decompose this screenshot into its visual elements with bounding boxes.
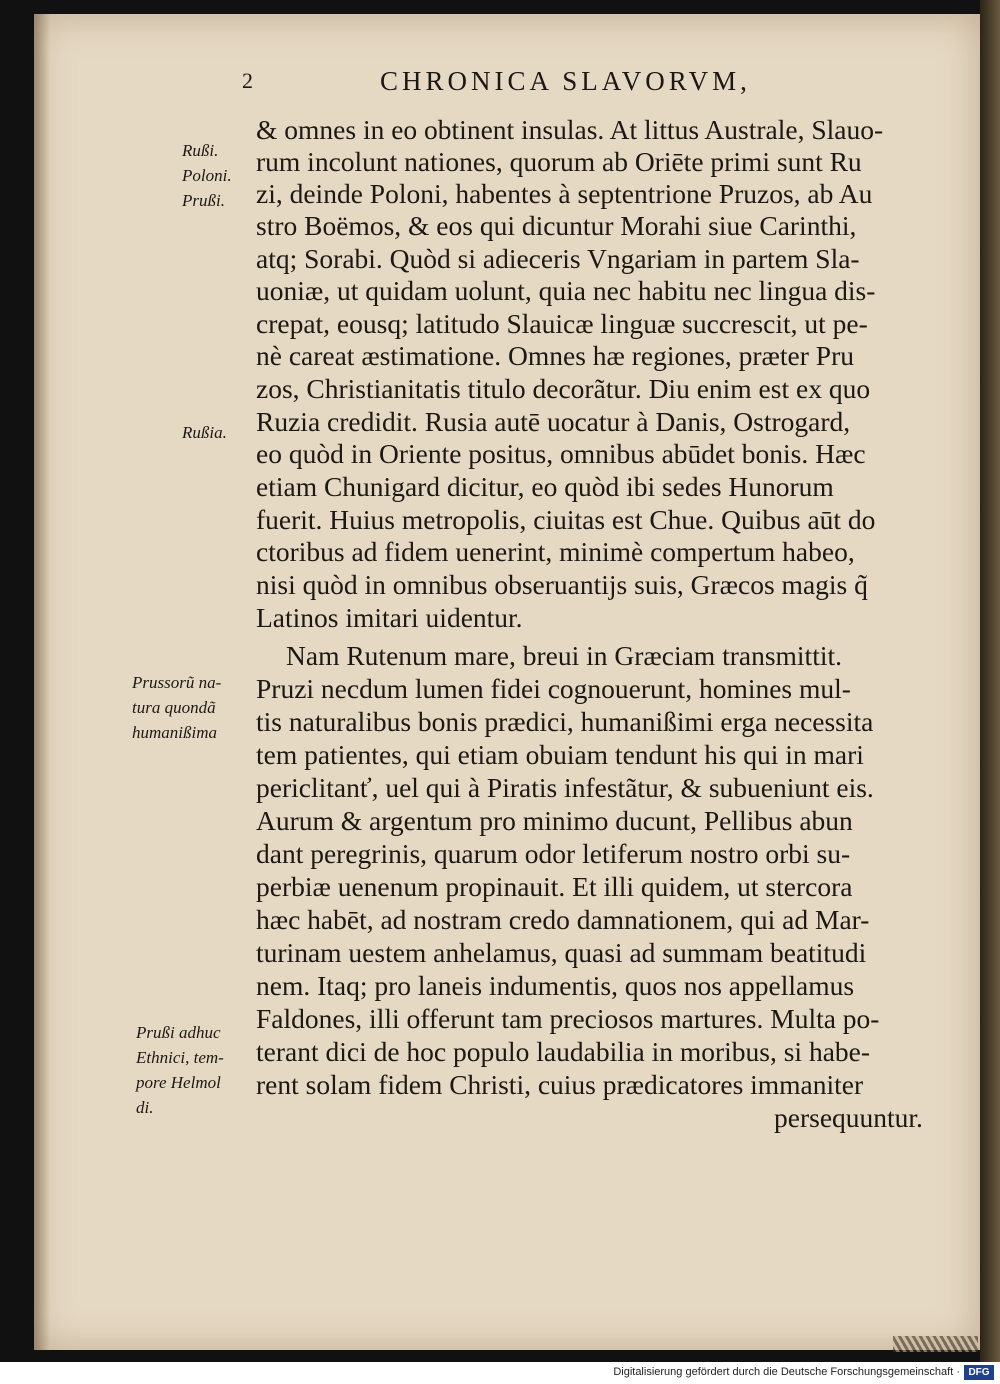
margin-note	[132, 674, 221, 741]
text-line: atq; Sorabi. Quòd si adieceris Vngariam in partem Sla-	[256, 243, 860, 274]
margin-note-line: Rußia.	[182, 423, 227, 442]
text-line: Aurum & argentum pro minimo ducunt, Pellibus abun	[256, 805, 853, 836]
text-line: rum incolunt nationes, quorum ab Oriēte primi sunt Ru	[256, 146, 862, 177]
text-line: periclitanť, uel qui à Piratis infestãtur, & subueniunt eis.	[256, 772, 874, 803]
text-line: zos, Christianitatis titulo decorãtur. Diu enim est ex quo	[256, 373, 871, 404]
text-line: nè careat æstimatione. Omnes hæ regiones, præter Pru	[256, 340, 854, 371]
book-edge	[980, 0, 1000, 1362]
text-line: eo quòd in Oriente positus, omnibus abūdet bonis. Hæc	[256, 438, 866, 469]
text-line: crepat, eousq; latitudo Slauicæ linguæ succrescit, ut pe-	[256, 308, 868, 339]
margin-note	[136, 1024, 224, 1116]
text-line: nem. Itaq; pro laneis indumentis, quos nos appellamus	[256, 970, 855, 1001]
binding-shadow	[34, 14, 50, 1350]
margin-note	[182, 142, 232, 209]
text-line: ctoribus ad fidem uenerint, minimè compertum habeo,	[256, 536, 855, 567]
text-line: nisi quòd in omnibus obseruantijs suis, Græcos magis q̃	[256, 569, 868, 600]
text-line: perbiæ uenenum propinauit. Et illi quidem, ut stercora	[256, 871, 853, 902]
margin-note-line: Prußi.	[182, 191, 225, 210]
margin-note-line: Ethnici, tem-	[136, 1048, 224, 1067]
text-line: Latinos imitari uidentur.	[256, 602, 523, 633]
text-line: turinam uestem anhelamus, quasi ad summam beatitudi	[256, 937, 867, 968]
text-line: Pruzi necdum lumen fidei cognouerunt, homines mul-	[256, 673, 851, 704]
margin-note-line: humanißima	[132, 723, 217, 742]
text-line: fuerit. Huius metropolis, ciuitas est Chue. Quibus aūt do	[256, 504, 876, 535]
margin-note-line: Prußi adhuc	[136, 1023, 221, 1042]
text-line: etiam Chunigard dicitur, eo quòd ibi sedes Hunorum	[256, 471, 834, 502]
footer	[0, 1362, 1000, 1384]
decorative-ornament	[893, 1336, 978, 1352]
margin-note-line: tura quondã	[132, 698, 216, 717]
margin-note-line: pore Helmol	[136, 1073, 221, 1092]
margin-note-line: di.	[136, 1098, 154, 1117]
text-line: Faldones, illi offerunt tam preciosos martures. Multa po-	[256, 1003, 880, 1034]
page-number: 2	[242, 68, 253, 93]
margin-note-line: Rußi.	[182, 141, 219, 160]
text-line: zi, deinde Poloni, habentes à septentrione Pruzos, ab Au	[256, 178, 873, 209]
text-line: & omnes in eo obtinent insulas. At littus Australe, Slauo-	[256, 114, 884, 145]
text-line: rent solam fidem Christi, cuius prædicatores immaniter	[256, 1069, 864, 1100]
text-line: persequuntur.	[774, 1102, 923, 1133]
text-line: stro Boëmos, & eos qui dicuntur Morahi siue Carinthi,	[256, 210, 857, 241]
text-line: tis naturalibus bonis prædici, humanißimi erga necessita	[256, 706, 874, 737]
page-header	[240, 66, 970, 100]
dfg-logo: DFG	[964, 1365, 994, 1380]
running-title: CHRONICA SLAVORVM,	[380, 66, 751, 96]
text-line: tem patientes, qui etiam obuiam tendunt his qui in mari	[256, 739, 864, 770]
margin-note	[182, 424, 227, 441]
margin-note-line: Prussorũ na-	[132, 673, 222, 692]
text-line: dant peregrinis, quarum odor letiferum nostro orbi su-	[256, 838, 851, 869]
text-line: Ruzia credidit. Rusia autē uocatur à Danis, Ostrogard,	[256, 406, 851, 437]
footer-credit: Digitalisierung gefördert durch die Deutsche Forschungsgemeinschaft ·	[613, 1366, 960, 1378]
text-line: uoniæ, ut quidam uolunt, quia nec habitu nec lingua dis-	[256, 275, 876, 306]
text-line: hæc habēt, ad nostram credo damnationem, qui ad Mar-	[256, 904, 870, 935]
margin-note-line: Poloni.	[182, 166, 232, 185]
text-line: Nam Rutenum mare, breui in Græciam transmittit.	[286, 640, 842, 671]
text-line: terant dici de hoc populo laudabilia in moribus, si habe-	[256, 1036, 871, 1067]
